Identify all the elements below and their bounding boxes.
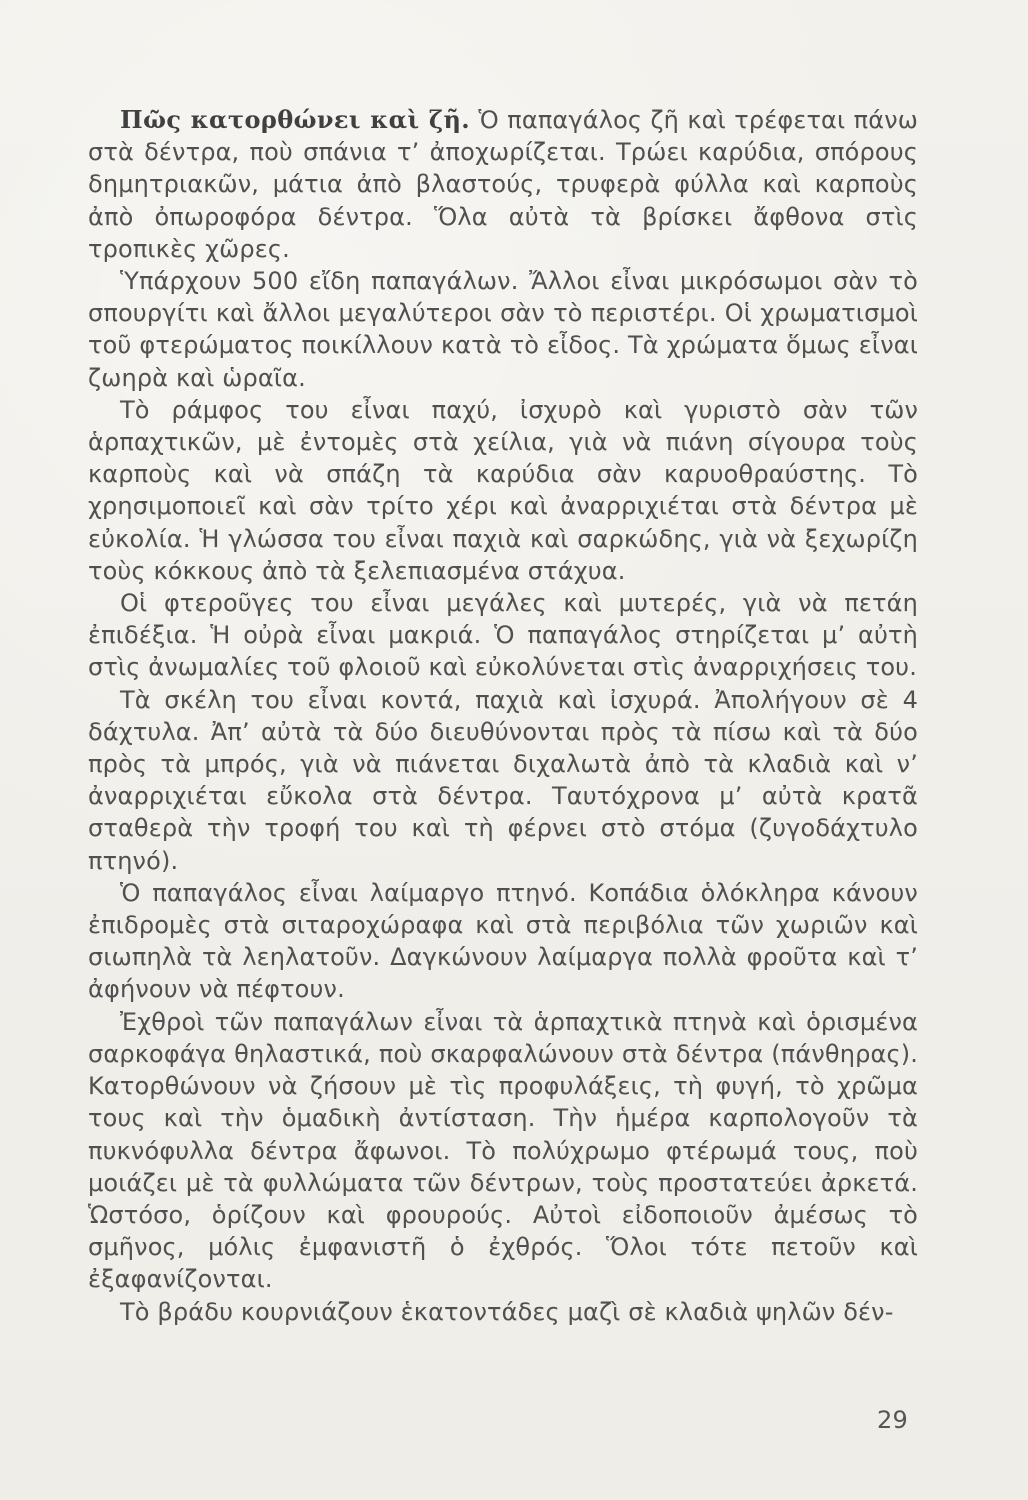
- paragraph-5: Τὰ σκέλη του εἶναι κοντά, παχιὰ καὶ ἰσχυρά. Ἀπολήγουν σὲ 4 δάχτυλα. Ἀπ’ αὐτὰ τὰ δύο διευθύνονται πρὸς τὰ πίσω καὶ τὰ δύο πρὸς τὰ μπρός, γιὰ νὰ πιάνεται διχαλωτὰ ἀπὸ τὰ κλαδιὰ καὶ ν’ ἀναρριχιέται εὔκολα στὰ δέντρα. Ταυτόχρονα μ’ αὐτὰ κρατᾶ σταθερὰ τὴν τροφή του καὶ τὴ φέρνει στὸ στόμα (ζυγοδάχτυλο πτηνό).: [88, 685, 918, 875]
- paragraph-7: Ἐχθροὶ τῶν παπαγάλων εἶναι τὰ ἁρπαχτικὰ πτηνὰ καὶ ὁρισμένα σαρκοφάγα θηλαστικά, ποὺ σκαρφαλώνουν στὰ δέντρα (πάνθηρας). Κατορθώνουν νὰ ζήσουν μὲ τὶς προφυλάξεις, τὴ φυγή, τὸ χρῶμα τους καὶ τὴν ὁμαδικὴ ἀντίσταση. Τὴν ἡμέρα καρπολογοῦν τὰ πυκνόφυλλα δέντρα ἄφωνοι. Τὸ πολύχρωμο φτέρωμά τους, ποὺ μοιάζει μὲ τὰ φυλλώματα τῶν δέντρων, τοὺς προστατεύει ἀρκετά. Ὡστόσο, ὁρίζουν καὶ φρουρούς. Αὐτοὶ εἰδοποιοῦν ἀμέσως τὸ σμῆνος, μόλις ἐμφανιστῆ ὁ ἐχθρός. Ὅλοι τότε πετοῦν καὶ ἐξαφανίζονται.: [88, 1007, 918, 1294]
- paragraph-2: Ὑπάρχουν 500 εἴδη παπαγάλων. Ἄλλοι εἶναι μικρόσωμοι σὰν τὸ σπουργίτι καὶ ἄλλοι μεγαλύτεροι σὰν τὸ περιστέρι. Οἱ χρωματισμοὶ τοῦ φτερώματος ποικίλλουν κατὰ τὸ εἶδος. Τὰ χρώματα ὅμως εἶναι ζωηρὰ καὶ ὡραῖα.: [88, 267, 918, 392]
- paragraph-3: Τὸ ράμφος του εἶναι παχύ, ἰσχυρὸ καὶ γυριστὸ σὰν τῶν ἁρπαχτικῶν, μὲ ἐντομὲς στὰ χείλια, γιὰ νὰ πιάνη σίγουρα τοὺς καρποὺς καὶ νὰ σπάζη τὰ καρύδια σὰν καρυοθραύστης. Τὸ χρησιμοποιεῖ καὶ σὰν τρίτο χέρι καὶ ἀναρριχιέται στὰ δέντρα μὲ εὐκολία. Ἡ γλώσσα του εἶναι παχιὰ καὶ σαρκώδης, γιὰ νὰ ξεχωρίζη τοὺς κόκκους ἀπὸ τὰ ξελεπιασμένα στάχυα.: [88, 395, 918, 585]
- paragraph-6: Ὁ παπαγάλος εἶναι λαίμαργο πτηνό. Κοπάδια ὁλόκληρα κάνουν ἐπιδρομὲς στὰ σιταροχώραφα καὶ στὰ περιβόλια τῶν χωριῶν καὶ σιωπηλὰ τὰ λεηλατοῦν. Δαγκώνουν λαίμαργα πολλὰ φροῦτα καὶ τ’ ἀφήνουν νὰ πέφτουν.: [88, 878, 918, 1004]
- main-text-block: [88, 104, 918, 1328]
- paragraph-1-text: Ὁ παπαγάλος ζῆ καὶ τρέφεται πάνω στὰ δέντρα, ποὺ σπάνια τ’ ἀποχωρίζεται. Τρώει καρύδια, σπόρους δημητριακῶν, μάτια ἀπὸ βλαστούς, τρυφερὰ φύλλα καὶ καρποὺς ἀπὸ ὀπωροφόρα δέντρα. Ὅλα αὐτὰ τὰ βρίσκει ἄφθονα στὶς τροπικὲς χῶρες.: [88, 106, 919, 263]
- paragraph-4: Οἱ φτεροῦγες του εἶναι μεγάλες καὶ μυτερές, γιὰ νὰ πετάη ἐπιδέξια. Ἡ οὐρὰ εἶναι μακριά. Ὁ παπαγάλος στηρίζεται μ’ αὐτὴ στὶς ἀνωμαλίες τοῦ φλοιοῦ καὶ εὐκολύνεται στὶς ἀναρριχήσεις του.: [88, 589, 918, 682]
- paragraph-8: Τὸ βράδυ κουρνιάζουν ἑκατοντάδες μαζὶ σὲ κλαδιὰ ψηλῶν δέν-: [120, 1297, 894, 1326]
- paragraph-1: [88, 104, 918, 265]
- section-heading: Πῶς κατορθώνει καὶ ζῆ.: [120, 105, 471, 134]
- page-number: 29: [877, 1406, 908, 1434]
